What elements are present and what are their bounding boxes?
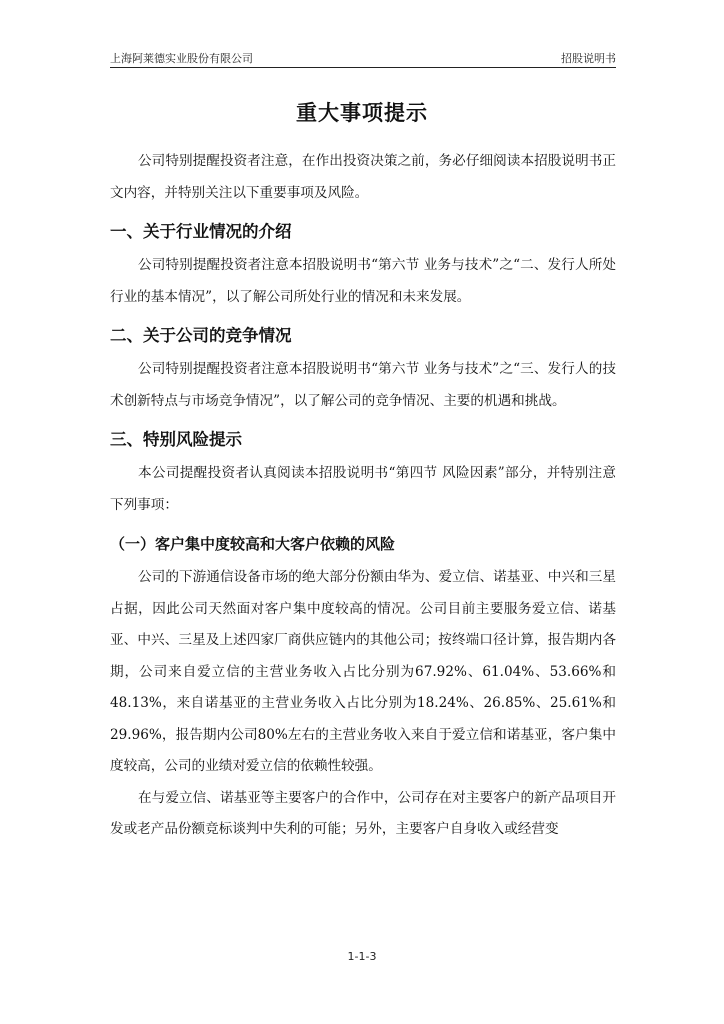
header-divider (110, 67, 616, 68)
header-company: 上海阿莱德实业股份有限公司 (110, 52, 253, 65)
page-header (110, 50, 616, 66)
section-heading-risk: 三、特别风险提示 (110, 430, 242, 449)
subsection-heading-customer-risk: （一）客户集中度较高和大客户依赖的风险 (110, 535, 396, 553)
document-body (110, 146, 616, 846)
section-text-competition: 公司特别提醒投资者注意本招股说明书“第六节 业务与技术”之“三、发行人的技术创新特点与市场竞争情况”，以了解公司的竞争情况、主要的机遇和挑战。 (110, 361, 616, 409)
customer-risk-paragraph-2: 在与爱立信、诺基亚等主要客户的合作中，公司存在对主要客户的新产品项目开发或老产品份额竞标谈判中失利的可能；另外，主要客户自身收入或经营变 (110, 789, 616, 837)
customer-risk-paragraph-1: 公司的下游通信设备市场的绝大部分份额由华为、爱立信、诺基亚、中兴和三星占据，因此公司天然面对客户集中度较高的情况。公司目前主要服务爱立信、诺基亚、中兴、三星及上述四家厂商供应链内的其他公司；按终端口径计算，报告期内各期，公司来自爱立信的主营业务收入占比分别为67.92%、61.04%、53.66%和48.13%，来自诺基亚的主营业务收入占比分别为18.24%、26.85%、25.61%和29.96%，报告期内公司80%左右的主营业务收入来自于爱立信和诺基亚，客户集中度较高，公司的业绩对爱立信的依赖性较强。 (110, 569, 616, 774)
page-number: 1-1-3 (347, 950, 377, 963)
intro-paragraph: 公司特别提醒投资者注意，在作出投资决策之前，务必仔细阅读本招股说明书正文内容，并特别关注以下重要事项及风险。 (110, 153, 616, 201)
section-text-risk: 本公司提醒投资者认真阅读本招股说明书“第四节 风险因素”部分，并特别注意下列事项： (110, 465, 616, 513)
section-heading-industry: 一、关于行业情况的介绍 (110, 222, 292, 241)
section-text-industry: 公司特别提醒投资者注意本招股说明书“第六节 业务与技术”之“二、发行人所处行业的基本情况”，以了解公司所处行业的情况和未来发展。 (110, 257, 616, 305)
page-title: 重大事项提示 (296, 101, 428, 125)
section-heading-competition: 二、关于公司的竞争情况 (110, 326, 292, 345)
header-doc-type: 招股说明书 (561, 52, 616, 65)
